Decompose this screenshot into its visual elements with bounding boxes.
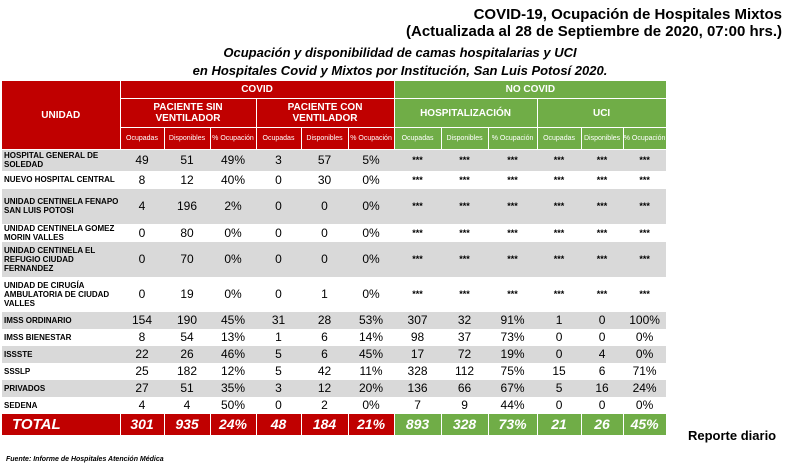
table-cell: 91% [488, 312, 537, 329]
table-cell: *** [537, 189, 581, 224]
table-row [2, 224, 666, 242]
table-cell: 0 [256, 397, 301, 414]
table-cell: 1 [301, 277, 348, 312]
table-cell: *** [394, 150, 441, 171]
table-cell: 0% [348, 171, 394, 189]
header-group-uci: UCI [537, 99, 666, 128]
table-cell: 45% [348, 346, 394, 363]
table-cell: 40% [210, 171, 256, 189]
table-cell: 0 [301, 224, 348, 242]
table-cell: 1 [256, 329, 301, 346]
table-row [2, 363, 666, 380]
table-cell: 8 [120, 329, 164, 346]
table-row [2, 397, 666, 414]
table-cell: 0 [120, 224, 164, 242]
total-cell: 893 [394, 414, 441, 435]
table-cell: 112 [441, 363, 488, 380]
table-cell: 71% [623, 363, 666, 380]
column-header: Ocupadas [256, 128, 301, 150]
total-cell: 26 [581, 414, 623, 435]
table-cell: 4 [120, 189, 164, 224]
table-cell: *** [581, 189, 623, 224]
table-row [2, 150, 666, 171]
row-unidad-name: SEDENA [2, 397, 120, 414]
table-cell: 54 [164, 329, 210, 346]
table-cell: 0% [348, 277, 394, 312]
table-cell: *** [581, 242, 623, 277]
table-cell: 0 [256, 224, 301, 242]
row-unidad-name: UNIDAD CENTINELA FENAPO SAN LUIS POTOSI [2, 189, 120, 224]
table-cell: 53% [348, 312, 394, 329]
table-row [2, 380, 666, 397]
table-cell: *** [441, 277, 488, 312]
table-cell: 0% [210, 242, 256, 277]
table-cell: 13% [210, 329, 256, 346]
table-cell: 6 [301, 346, 348, 363]
table-cell: 46% [210, 346, 256, 363]
row-unidad-name: HOSPITAL GENERAL DE SOLEDAD [2, 150, 120, 171]
table-cell: *** [581, 171, 623, 189]
table-cell: 190 [164, 312, 210, 329]
column-header: Ocupadas [537, 128, 581, 150]
header-no-covid: NO COVID [394, 81, 666, 99]
total-cell: 328 [441, 414, 488, 435]
table-cell: *** [537, 171, 581, 189]
table-cell: 8 [120, 171, 164, 189]
table-cell: *** [537, 224, 581, 242]
table-cell: 0 [256, 171, 301, 189]
table-cell: 24% [623, 380, 666, 397]
table-cell: 42 [301, 363, 348, 380]
table-cell: 0% [210, 224, 256, 242]
row-unidad-name: IMSS BIENESTAR [2, 329, 120, 346]
table-cell: 0 [301, 242, 348, 277]
table-cell: 2 [301, 397, 348, 414]
table-cell: *** [488, 150, 537, 171]
source-note: Fuente: Informe de Hospitales Atención Médica [6, 456, 164, 463]
total-cell: 24% [210, 414, 256, 435]
table-row [2, 312, 666, 329]
table-cell: 6 [581, 363, 623, 380]
table-cell: 7 [394, 397, 441, 414]
table-cell: 3 [256, 150, 301, 171]
table-cell: 51 [164, 150, 210, 171]
table-cell: 73% [488, 329, 537, 346]
table-cell: *** [537, 150, 581, 171]
table-cell: *** [623, 150, 666, 171]
reporte-diario-label: Reporte diario [688, 428, 777, 443]
row-unidad-name: UNIDAD CENTINELA GOMEZ MORIN VALLES [2, 224, 120, 242]
table-cell: 32 [441, 312, 488, 329]
row-unidad-name: ISSSTE [2, 346, 120, 363]
total-cell: 184 [301, 414, 348, 435]
table-cell: *** [441, 242, 488, 277]
column-header: % Ocupación [348, 128, 394, 150]
header-unidad: UNIDAD [2, 81, 120, 150]
table-cell: 72 [441, 346, 488, 363]
table-row [2, 171, 666, 189]
table-cell: 0 [581, 397, 623, 414]
column-header: Ocupadas [120, 128, 164, 150]
table-cell: *** [537, 277, 581, 312]
header-group-hospitalizacion: HOSPITALIZACIÓN [394, 99, 537, 128]
table-cell: 26 [164, 346, 210, 363]
column-header: Disponibles [581, 128, 623, 150]
total-cell: 21 [537, 414, 581, 435]
table-cell: *** [488, 171, 537, 189]
total-cell: 21% [348, 414, 394, 435]
table-cell: *** [581, 277, 623, 312]
table-cell: 0 [256, 242, 301, 277]
table-cell: 0 [120, 277, 164, 312]
table-cell: 15 [537, 363, 581, 380]
table-cell: 0 [120, 242, 164, 277]
table-cell: 70 [164, 242, 210, 277]
table-row [2, 329, 666, 346]
table-cell: 154 [120, 312, 164, 329]
table-cell: 12% [210, 363, 256, 380]
table-cell: *** [623, 224, 666, 242]
table-cell: 3 [256, 380, 301, 397]
table-cell: 19 [164, 277, 210, 312]
table-cell: 307 [394, 312, 441, 329]
total-cell: 301 [120, 414, 164, 435]
table-cell: 44% [488, 397, 537, 414]
table-cell: 49% [210, 150, 256, 171]
header-group-sin-ventilador: PACIENTE SIN VENTILADOR [120, 99, 256, 128]
table-cell: 182 [164, 363, 210, 380]
table-cell: 12 [301, 380, 348, 397]
table-cell: 57 [301, 150, 348, 171]
table-cell: *** [623, 277, 666, 312]
table-cell: *** [623, 189, 666, 224]
table-cell: *** [441, 189, 488, 224]
table-cell: 28 [301, 312, 348, 329]
row-unidad-name: UNIDAD DE CIRUGÍA AMBULATORIA DE CIUDAD VALLES [2, 277, 120, 312]
table-cell: 0 [537, 346, 581, 363]
table-cell: *** [537, 242, 581, 277]
table-cell: 0 [256, 189, 301, 224]
table-cell: 4 [581, 346, 623, 363]
row-unidad-name: PRIVADOS [2, 380, 120, 397]
table-cell: *** [394, 242, 441, 277]
table-cell: 20% [348, 380, 394, 397]
table-cell: 50% [210, 397, 256, 414]
table-cell: *** [441, 150, 488, 171]
table-cell: *** [581, 150, 623, 171]
table-cell: 6 [301, 329, 348, 346]
row-unidad-name: SSSLP [2, 363, 120, 380]
column-header: Disponibles [301, 128, 348, 150]
table-cell: *** [581, 224, 623, 242]
table-cell: 1 [537, 312, 581, 329]
table-cell: 51 [164, 380, 210, 397]
table-cell: 0 [537, 397, 581, 414]
table-cell: 25 [120, 363, 164, 380]
table-cell: 0 [537, 329, 581, 346]
table-row [2, 277, 666, 312]
table-cell: 136 [394, 380, 441, 397]
column-header: % Ocupación [623, 128, 666, 150]
column-header: % Ocupación [488, 128, 537, 150]
total-cell: 48 [256, 414, 301, 435]
table-cell: 30 [301, 171, 348, 189]
table-cell: 5 [256, 363, 301, 380]
table-row [2, 242, 666, 277]
table-cell: *** [488, 224, 537, 242]
table-cell: *** [441, 224, 488, 242]
column-header: Ocupadas [394, 128, 441, 150]
table-cell: 4 [120, 397, 164, 414]
table-row [2, 189, 666, 224]
table-cell: 0 [301, 189, 348, 224]
table-cell: 0% [623, 346, 666, 363]
table-cell: 0% [623, 329, 666, 346]
table-cell: 0% [348, 224, 394, 242]
report-subtitle-line1: Ocupación y disponibilidad de camas hospitalarias y UCI [223, 45, 577, 60]
table-cell: 16 [581, 380, 623, 397]
table-cell: *** [441, 171, 488, 189]
table-cell: 17 [394, 346, 441, 363]
table-cell: 0% [348, 397, 394, 414]
table-cell: *** [394, 189, 441, 224]
table-cell: 66 [441, 380, 488, 397]
header-group-con-ventilador: PACIENTE CON VENTILADOR [256, 99, 394, 128]
table-cell: 35% [210, 380, 256, 397]
table-cell: *** [623, 171, 666, 189]
report-subtitle-line2: en Hospitales Covid y Mixtos por Institución, San Luis Potosí 2020. [192, 63, 608, 78]
table-cell: 5% [348, 150, 394, 171]
table-cell: *** [394, 277, 441, 312]
table-cell: 9 [441, 397, 488, 414]
table-cell: *** [488, 277, 537, 312]
occupancy-table [2, 81, 667, 435]
column-header: Disponibles [441, 128, 488, 150]
table-cell: 0% [210, 277, 256, 312]
table-cell: 100% [623, 312, 666, 329]
table-cell: 2% [210, 189, 256, 224]
table-cell: 0% [623, 397, 666, 414]
table-cell: 0% [348, 242, 394, 277]
table-cell: *** [488, 242, 537, 277]
table-cell: 0% [348, 189, 394, 224]
table-cell: 31 [256, 312, 301, 329]
table-cell: 14% [348, 329, 394, 346]
table-cell: 0 [581, 312, 623, 329]
table-cell: 49 [120, 150, 164, 171]
total-label: TOTAL [2, 414, 120, 435]
total-cell: 45% [623, 414, 666, 435]
header-covid: COVID [120, 81, 394, 99]
table-cell: 45% [210, 312, 256, 329]
table-cell: *** [394, 224, 441, 242]
table-cell: 22 [120, 346, 164, 363]
table-cell: *** [623, 242, 666, 277]
table-cell: 4 [164, 397, 210, 414]
table-cell: 328 [394, 363, 441, 380]
table-cell: 5 [256, 346, 301, 363]
table-cell: 0 [581, 329, 623, 346]
total-cell: 73% [488, 414, 537, 435]
table-cell: 11% [348, 363, 394, 380]
column-header: % Ocupación [210, 128, 256, 150]
total-row [2, 414, 666, 435]
table-cell: 67% [488, 380, 537, 397]
table-cell: 12 [164, 171, 210, 189]
table-cell: 75% [488, 363, 537, 380]
table-cell: 196 [164, 189, 210, 224]
table-row [2, 346, 666, 363]
table-cell: *** [394, 171, 441, 189]
row-unidad-name: IMSS ORDINARIO [2, 312, 120, 329]
total-cell: 935 [164, 414, 210, 435]
column-header: Disponibles [164, 128, 210, 150]
table-cell: 19% [488, 346, 537, 363]
row-unidad-name: UNIDAD CENTINELA EL REFUGIO CIUDAD FERNANDEZ [2, 242, 120, 277]
table-cell: 5 [537, 380, 581, 397]
report-title-line2: (Actualizada al 28 de Septiembre de 2020, 07:00 hrs.) [406, 23, 782, 40]
table-cell: 37 [441, 329, 488, 346]
table-cell: 0 [256, 277, 301, 312]
row-unidad-name: NUEVO HOSPITAL CENTRAL [2, 171, 120, 189]
table-cell: 80 [164, 224, 210, 242]
report-title-line1: COVID-19, Ocupación de Hospitales Mixtos [473, 6, 782, 23]
table-cell: *** [488, 189, 537, 224]
table-cell: 27 [120, 380, 164, 397]
table-cell: 98 [394, 329, 441, 346]
